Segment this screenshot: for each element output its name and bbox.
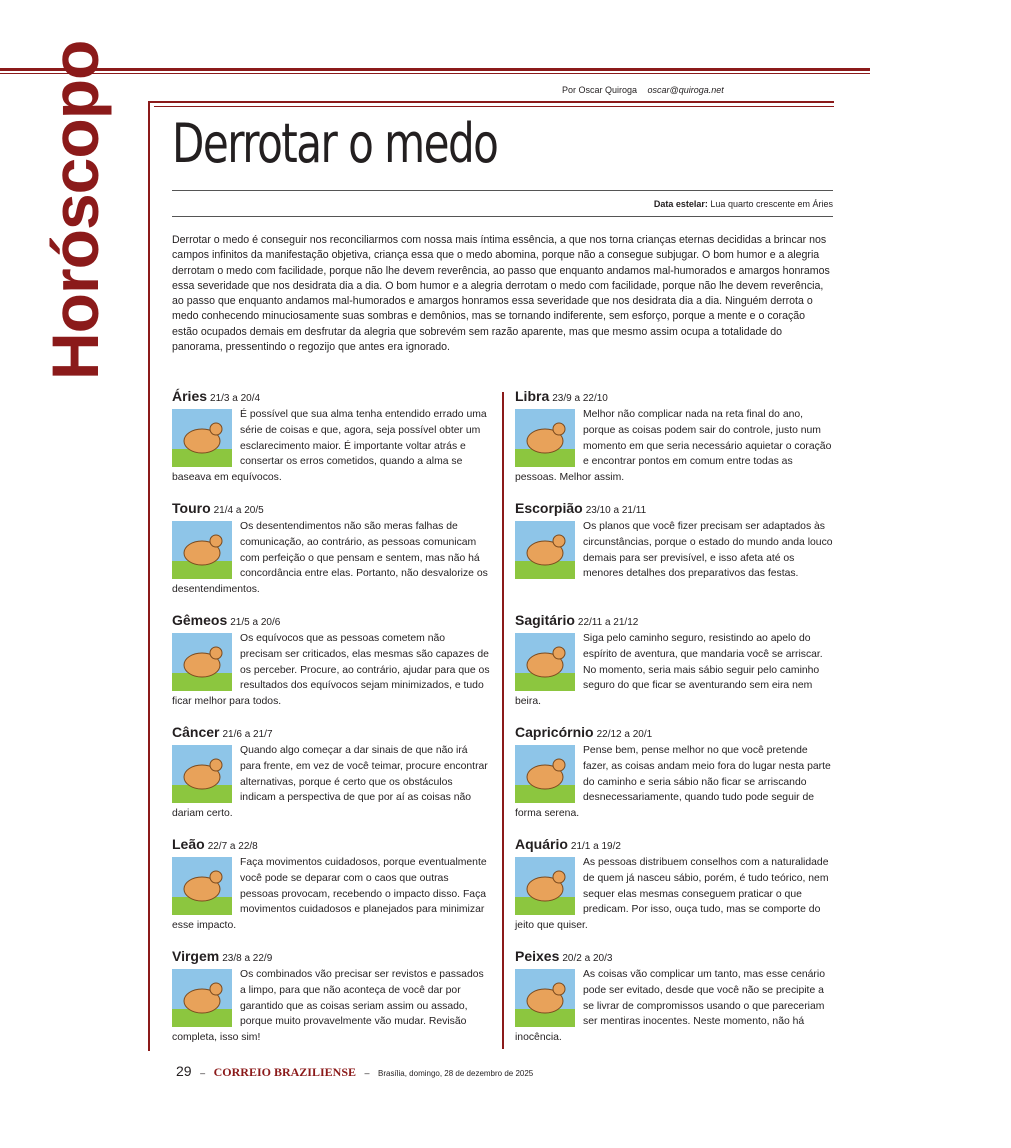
sign-name: Peixes	[515, 948, 560, 964]
sign-text: Os planos que você fizer precisam ser adaptados às circunstâncias, porque o estado do mundo anda louco demais para ser previsível, e isso afeta até os menores detalhes dos preparativos das festas.	[583, 521, 833, 580]
gemini-twins-icon	[172, 633, 232, 691]
sign-text-block	[515, 743, 833, 822]
sign-text-block	[515, 967, 833, 1046]
aries-ram-icon	[172, 409, 232, 467]
intro-text: Derrotar o medo é conseguir nos reconciliarmos com nossa mais íntima essência, a que nos torna crianças eternas decididas a brincar nos campos infinitos da manifestação objetiva, criança essa que o medo abomina, porque não a consegue subjugar. O bom humor e a alegria derrotam o medo com facilidade, porque não lhe devem reverência, ao passo que enquanto andamos mal-humorados e amargos honramos essa severidade que nos desidrata dia a dia. O bom humor e a alegria derrotam o medo com facilidade, porque não lhe devem reverência, ao passo que enquanto andamos mal-humorados e amargos honramos essa severidade que nos desidrata dia a dia. Ninguém derrota o medo conhecendo minuciosamente suas sombras e demônios, mas se tornando indiferente, sem esforço, porque a mente e o coração estão ocupados demais em desfrutar da alegria que sobrevém sem razão aparente, mas que mesmo assim ocupa a totalidade do panorama, pressentindo o regozijo que antes era ignorado.	[172, 234, 830, 354]
sign-entry	[172, 386, 490, 498]
sign-text: Pense bem, pense melhor no que você pretende fazer, as coisas andam meio fora do lugar nesta parte do caminho e seria sábio não ficar se arriscando desnecessariamente, quando tudo pode seguir de forma serena.	[515, 745, 831, 820]
column-divider	[502, 392, 504, 1049]
sign-entry	[172, 722, 490, 834]
pisces-fish-icon	[515, 969, 575, 1027]
astral-date-value: Lua quarto crescente em Áries	[710, 199, 833, 209]
sign-name: Leão	[172, 836, 205, 852]
sign-name: Libra	[515, 388, 550, 404]
sign-text: Quando algo começar a dar sinais de que não irá para frente, em vez de você teimar, procure encontrar alternativas, porque é certo que os obstáculos indicam a perspectiva de que por aí as coisas não dariam certo.	[172, 745, 488, 820]
frame-left-rule	[148, 101, 150, 1051]
sign-dates: 23/8 a 22/9	[222, 953, 273, 964]
cancer-crab-icon	[172, 745, 232, 803]
sign-name: Sagitário	[515, 612, 575, 628]
sign-header	[172, 610, 490, 631]
leo-lion-icon	[172, 857, 232, 915]
sign-dates: 22/12 a 20/1	[596, 729, 653, 740]
sign-text: Os equívocos que as pessoas cometem não precisam ser criticados, elas mesmas são capazes de os perceber. Procure, ao contrário, ajudar para que os resultados dos equívocos sejam minimizados, e tudo ficar melhor para todos.	[172, 633, 490, 708]
sign-dates: 21/3 a 20/4	[210, 393, 261, 404]
footer-separator: –	[200, 1068, 206, 1078]
byline	[562, 85, 724, 95]
sign-name: Gêmeos	[172, 612, 228, 628]
sign-text-block	[515, 407, 833, 486]
sign-entry	[515, 722, 833, 834]
sign-header	[515, 722, 833, 743]
aquarius-water-bearer-icon	[515, 857, 575, 915]
sign-header	[515, 610, 833, 631]
sign-name: Câncer	[172, 724, 220, 740]
astral-date	[654, 199, 833, 209]
footer-separator: –	[364, 1068, 370, 1078]
sign-text-block	[172, 631, 490, 710]
sign-text: Melhor não complicar nada na reta final do ano, porque as coisas podem sair do controle, justo num momento em que seria necessário aquietar o coração e encontrar pontos em comum entre todas as pessoas. Melhor assim.	[515, 409, 832, 484]
sign-text-block	[515, 631, 833, 710]
sign-text: Os combinados vão precisar ser revistos e passados a limpo, para que não aconteça de você dar por garantido que as coisas seriam assim ou assado, porque muito provavelmente vão mudar. Revisão completa, isso sim!	[172, 969, 484, 1044]
sagittarius-centaur-icon	[515, 633, 575, 691]
sign-text-block	[172, 967, 490, 1046]
divider	[172, 216, 833, 217]
capricorn-goat-icon	[515, 745, 575, 803]
sign-text: Siga pelo caminho seguro, resistindo ao apelo do espírito de aventura, que mandaria você se arriscar. No momento, seria mais sábio seguir pelo caminho seguro do que ficar se aventurando sem eira nem beira.	[515, 633, 823, 708]
sign-entry	[172, 834, 490, 946]
newspaper-name: CORREIO BRAZILIENSE	[213, 1065, 356, 1079]
divider	[172, 190, 833, 191]
sign-header	[172, 946, 490, 967]
sign-header	[172, 386, 490, 407]
sign-entry	[172, 498, 490, 610]
sign-text-block	[515, 519, 833, 582]
astral-date-label: Data estelar:	[653, 199, 708, 209]
footer	[176, 1063, 533, 1080]
sign-name: Capricórnio	[515, 724, 594, 740]
sign-dates: 23/10 a 21/11	[585, 505, 647, 516]
sign-text-block	[172, 743, 490, 822]
sign-entry	[515, 386, 833, 498]
sign-header	[172, 834, 490, 855]
libra-scales-icon	[515, 409, 575, 467]
sign-text-block	[172, 407, 490, 486]
sign-dates: 20/2 a 20/3	[562, 953, 613, 964]
signs-column-right	[515, 386, 833, 1058]
top-rule	[0, 68, 870, 71]
sign-name: Áries	[172, 388, 208, 404]
sign-dates: 22/7 a 22/8	[207, 841, 258, 852]
sign-name: Aquário	[515, 836, 568, 852]
byline-email: oscar@quiroga.net	[647, 85, 724, 95]
sign-header	[515, 498, 833, 519]
sign-entry	[172, 946, 490, 1058]
scorpio-scorpion-icon	[515, 521, 575, 579]
sign-entry	[515, 834, 833, 946]
sign-dates: 23/9 a 22/10	[552, 393, 608, 404]
sign-entry	[515, 946, 833, 1058]
sign-dates: 22/11 a 21/12	[577, 617, 639, 628]
sign-dates: 21/5 a 20/6	[230, 617, 281, 628]
frame-top-rule	[148, 101, 834, 103]
sign-text: As pessoas distribuem conselhos com a naturalidade de quem já nasceu sábio, porém, é tudo teórico, nem sequer elas mesmas conseguem praticar o que predicam. Por isso, ouça tudo, mas se comporte do jeito que quiser.	[515, 857, 829, 932]
sign-name: Touro	[172, 500, 211, 516]
sign-dates: 21/1 a 19/2	[570, 841, 621, 852]
page-title: Derrotar o medo	[172, 112, 498, 175]
sign-header	[515, 946, 833, 967]
sign-text-block	[515, 855, 833, 934]
sign-entry	[172, 610, 490, 722]
sign-dates: 21/4 a 20/5	[213, 505, 264, 516]
sign-text-block	[172, 519, 490, 598]
section-label: Horóscopo	[38, 40, 112, 380]
sign-name: Escorpião	[515, 500, 583, 516]
frame-top-rule-thin	[154, 106, 834, 107]
sign-header	[172, 498, 490, 519]
taurus-bull-icon	[172, 521, 232, 579]
sign-header	[515, 834, 833, 855]
signs-column-left	[172, 386, 490, 1058]
edition-date: Brasília, domingo, 28 de dezembro de 2025	[378, 1069, 534, 1078]
sign-text: As coisas vão complicar um tanto, mas esse cenário pode ser evitado, desde que você não se precipite a se livrar de compromissos usando o que pareceriam ser mentiras inocentes. Neste momento, não há inocência.	[515, 969, 825, 1044]
sign-name: Virgem	[172, 948, 220, 964]
top-rule-thin	[0, 73, 870, 74]
sign-text: É possível que sua alma tenha entendido errado uma série de coisas e que, agora, seja possível obter um esclarecimento maior. É importante voltar atrás e consertar os erros cometidos, quando a alma se baseava em equívocos.	[172, 409, 487, 484]
sign-header	[515, 386, 833, 407]
virgo-maiden-icon	[172, 969, 232, 1027]
sign-entry	[515, 610, 833, 722]
sign-entry	[515, 498, 833, 610]
sign-text-block	[172, 855, 490, 934]
sign-header	[172, 722, 490, 743]
sign-text: Faça movimentos cuidadosos, porque eventualmente você pode se deparar com o caos que outras pessoas provocam, recebendo o impacto disso. Faça movimentos cuidadosos e planejados para minimizar esse impacto.	[172, 857, 487, 932]
sign-text: Os desentendimentos não são meras falhas de comunicação, ao contrário, as pessoas comunicam com perfeição o que pensam e sentem, mas não há concordância entre elas. Portanto, não desvalorize os desentendimentos.	[172, 521, 488, 596]
sign-dates: 21/6 a 21/7	[222, 729, 273, 740]
page-number: 29	[176, 1063, 192, 1079]
byline-author: Por Oscar Quiroga	[562, 85, 638, 95]
